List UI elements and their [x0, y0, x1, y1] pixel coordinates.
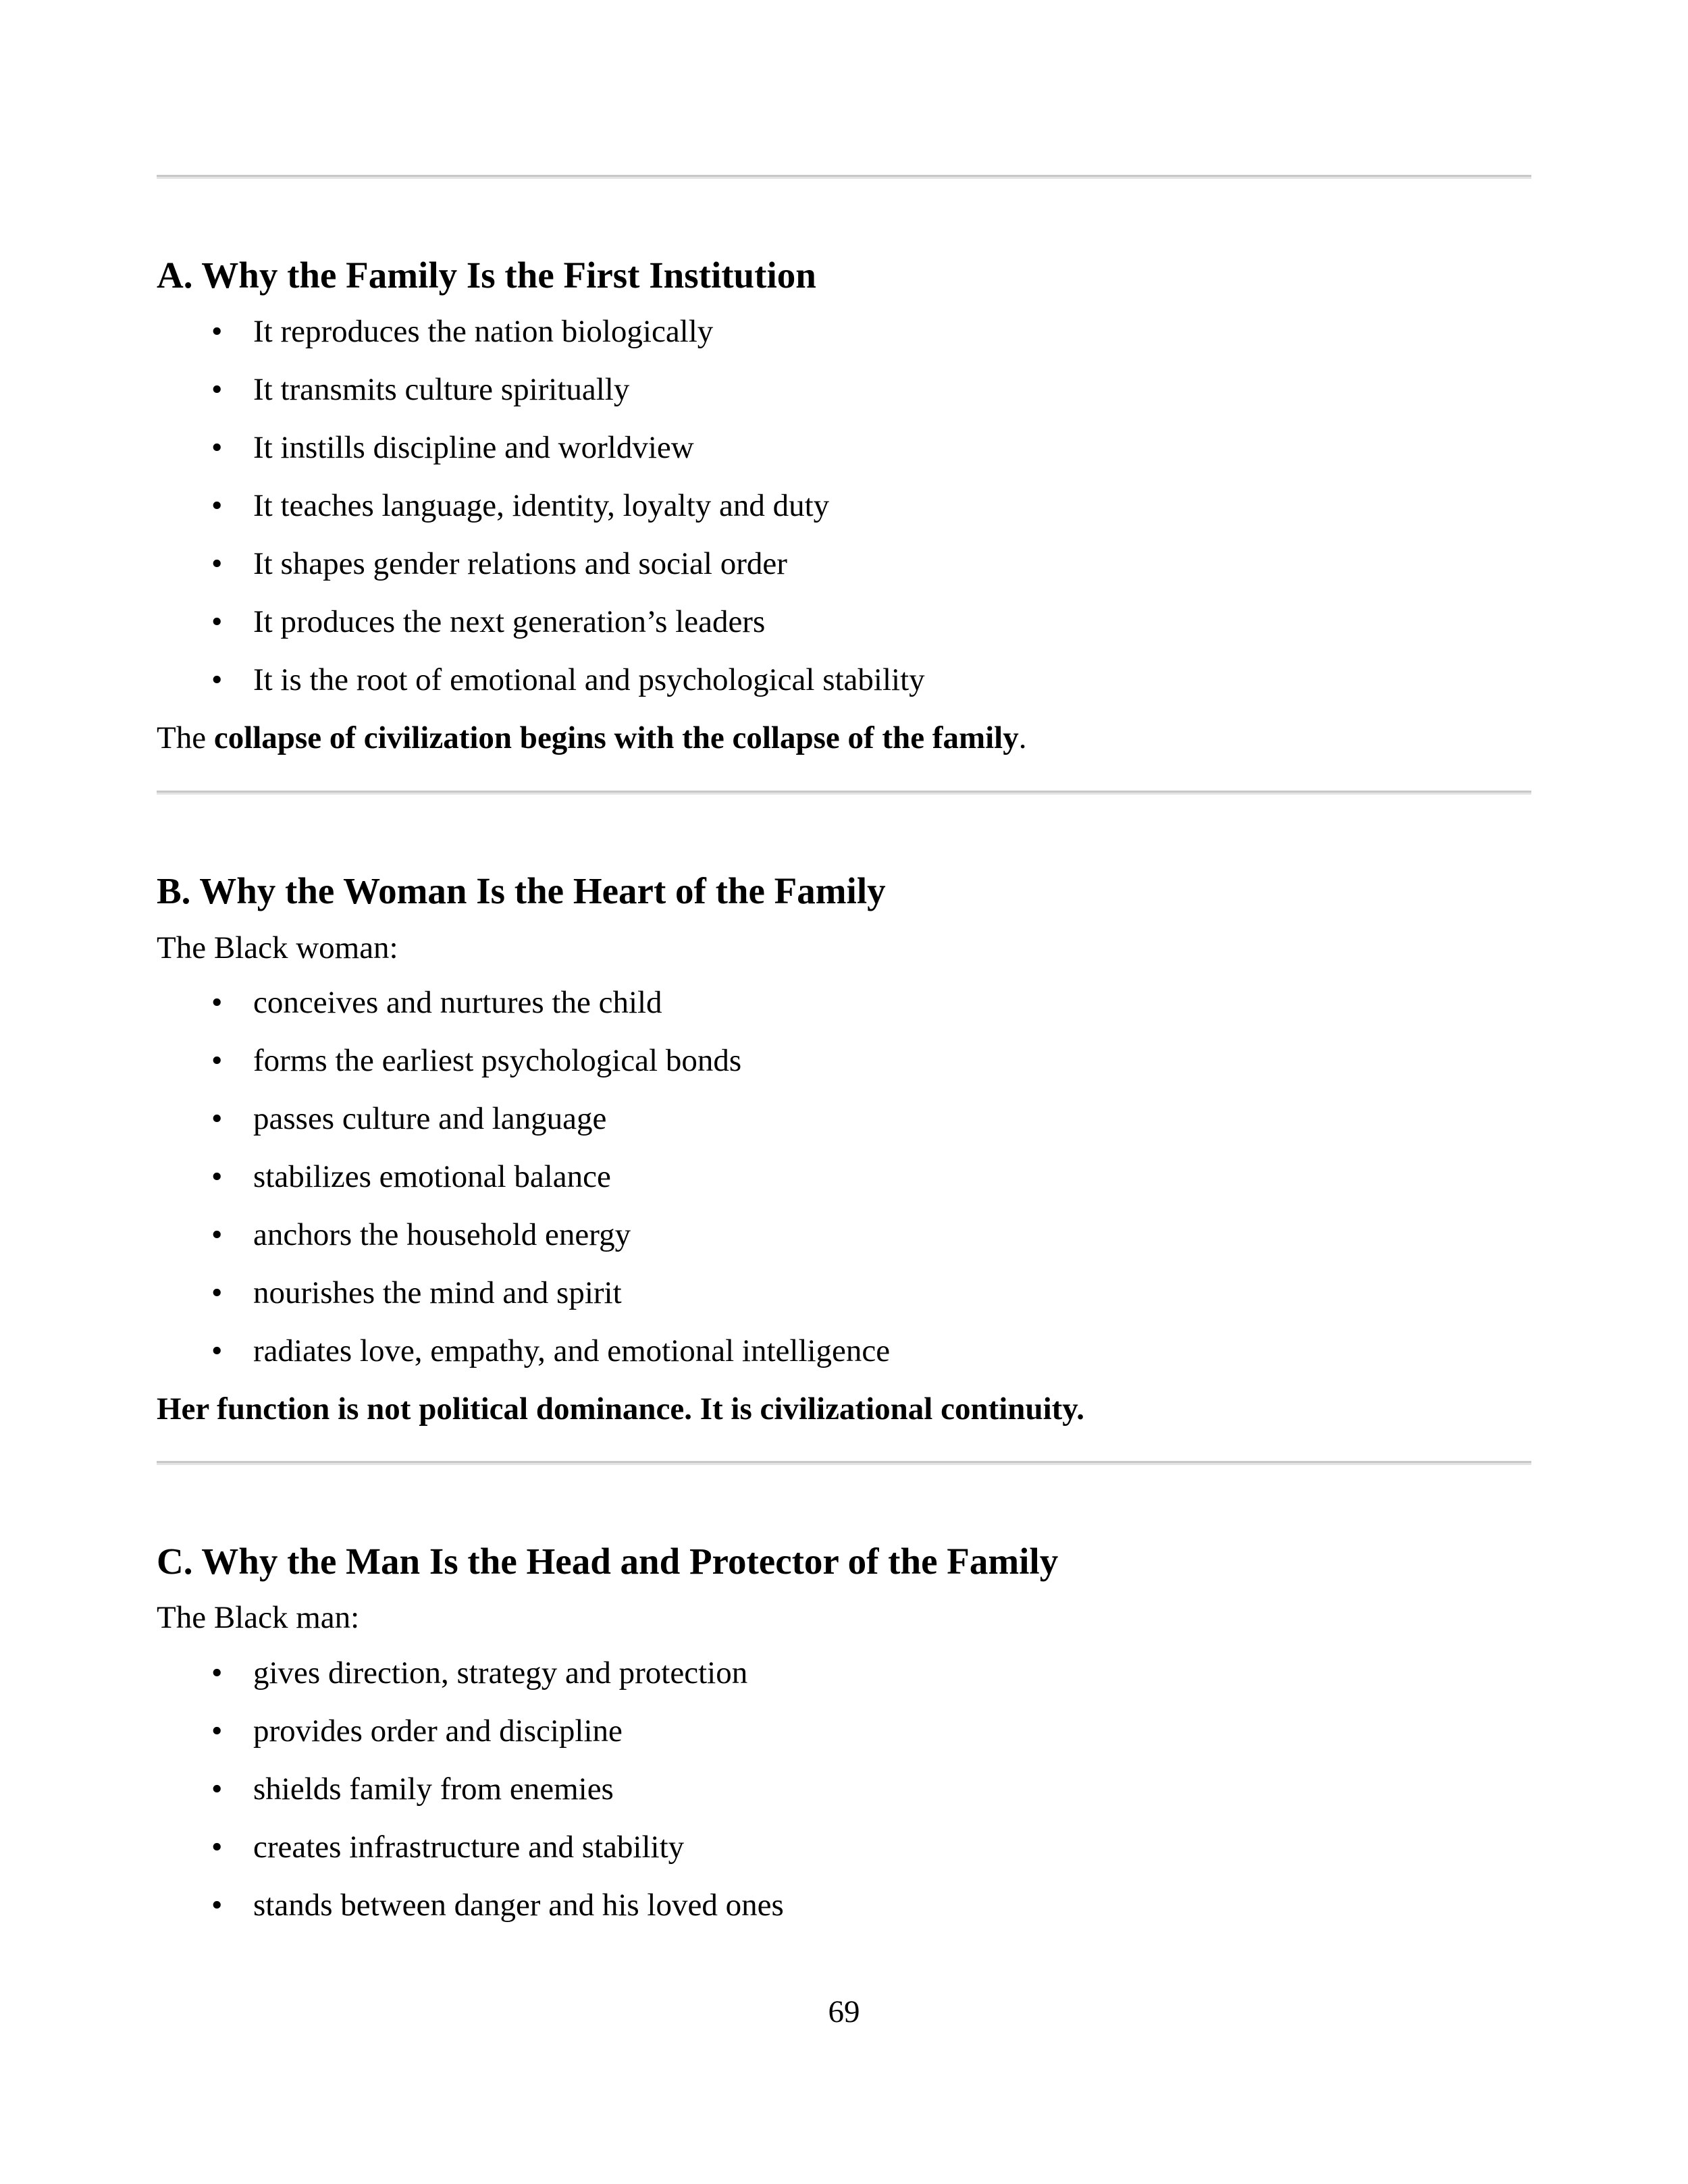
bullet-icon: • — [211, 1888, 223, 1923]
bullet-icon: • — [211, 604, 223, 639]
section-b-intro: The Black woman: — [157, 930, 398, 965]
bullet-icon: • — [211, 1275, 223, 1310]
bullet-icon: • — [211, 1159, 223, 1194]
section-divider — [157, 791, 1531, 795]
bullet-icon: • — [211, 1655, 223, 1690]
section-c-heading: C. Why the Man Is the Head and Protector of the Family — [157, 1541, 1059, 1582]
top-divider — [157, 175, 1531, 179]
bullet-icon: • — [211, 985, 223, 1020]
bullet-icon: • — [211, 1333, 223, 1368]
section-a-conclusion: The collapse of civilization begins with the collapse of the family. — [157, 720, 1027, 755]
section-a-heading: A. Why the Family Is the First Institution — [157, 255, 816, 296]
section-b-heading: B. Why the Woman Is the Heart of the Family — [157, 870, 886, 911]
bullet-icon: • — [211, 1043, 223, 1078]
bullet-icon: • — [211, 314, 223, 349]
bullet-icon: • — [211, 546, 223, 581]
bullet-icon: • — [211, 1772, 223, 1807]
bullet-icon: • — [211, 372, 223, 407]
section-divider — [157, 1461, 1531, 1465]
section-b-conclusion: Her function is not political dominance. It is civilizational continuity. — [157, 1391, 1084, 1427]
bullet-icon: • — [211, 1830, 223, 1865]
bullet-icon: • — [211, 662, 223, 697]
bullet-icon: • — [211, 488, 223, 523]
section-c-intro: The Black man: — [157, 1600, 360, 1635]
page-number: 69 — [828, 1994, 860, 2029]
bullet-icon: • — [211, 1713, 223, 1749]
bullet-icon: • — [211, 1217, 223, 1252]
bullet-icon: • — [211, 430, 223, 465]
bullet-icon: • — [211, 1101, 223, 1136]
